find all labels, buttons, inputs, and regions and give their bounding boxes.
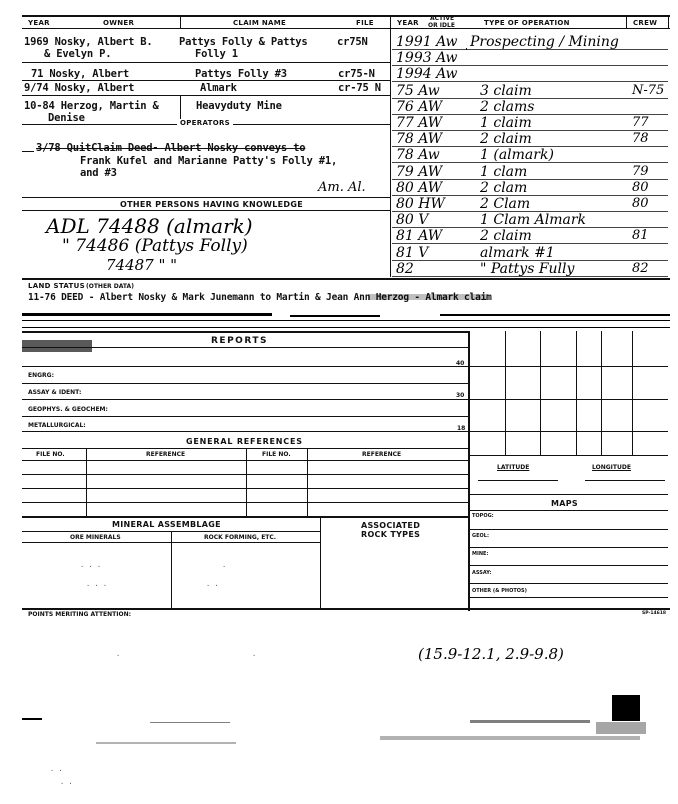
claim-name: Almark — [200, 82, 237, 94]
maps-topog: TOPOG: — [472, 513, 494, 519]
activity-crew: 77 — [632, 115, 649, 130]
file-number: cr75-N — [338, 68, 375, 80]
points-meriting-attention-label: POINTS MERITING ATTENTION: — [28, 611, 132, 618]
report-label: ASSAY & IDENT: — [28, 389, 82, 396]
handwritten-initials: Am. Al. — [318, 180, 366, 195]
activity-year: 80 HW — [396, 196, 445, 212]
activity-crew: 78 — [632, 131, 649, 147]
activity-crew: 79 — [632, 163, 649, 179]
activity-year: 76 AW — [396, 98, 443, 115]
refs-col-reference-2: REFERENCE — [362, 451, 402, 458]
ore-minerals-label: ORE MINERALS — [70, 534, 121, 541]
claim-name: Heavyduty Mine — [196, 100, 282, 112]
activity-operation: almark #1 — [480, 244, 555, 261]
activity-crew: 80 — [632, 179, 649, 195]
activity-year: 78 AW — [396, 131, 443, 148]
form-code: SP-14618 — [642, 611, 666, 616]
longitude-label: LONGITUDE — [592, 464, 631, 471]
operator-note-line-3: and #3 — [80, 167, 117, 179]
operators-label: OPERATORS — [177, 119, 233, 127]
activity-year: 80 AW — [396, 179, 443, 196]
claim-name: Pattys Folly & Pattys — [179, 36, 308, 48]
activity-year: 82 — [396, 260, 414, 277]
activity-rule — [392, 276, 668, 277]
activity-operation: 3 claim — [480, 82, 532, 99]
activity-year: 1994 Aw — [396, 66, 458, 83]
owner-name-line-2: Denise — [48, 112, 85, 124]
activity-year: 81 V — [396, 244, 429, 261]
report-label: ENGRG: — [28, 372, 54, 379]
header-owner: OWNER — [103, 19, 135, 27]
file-number: cr-75 N — [338, 82, 381, 94]
other-persons-label: OTHER PERSONS HAVING KNOWLEDGE — [120, 200, 303, 209]
activity-crew: 81 — [632, 228, 649, 244]
header-type-of-operation: TYPE OF OPERATION — [484, 19, 570, 27]
scan-speckle: · — [252, 652, 257, 660]
adl-line-2: " 74486 (Pattys Folly) — [62, 236, 248, 256]
activity-crew: 82 — [632, 260, 649, 276]
adl-line-1: ADL 74488 (almark) — [46, 214, 253, 238]
associated-label: ASSOCIATED — [361, 521, 421, 530]
operator-note-line-2: Frank Kufel and Marianne Patty's Folly #1, — [80, 155, 338, 167]
scan-speckle: · · · — [80, 563, 102, 571]
maps-assay: ASSAY: — [472, 570, 492, 576]
reports-title: REPORTS — [211, 336, 268, 346]
owner-name: 71 Nosky, Albert — [31, 68, 129, 80]
activity-operation: " Pattys Fully — [480, 260, 575, 277]
report-label: METALLURGICAL: — [28, 422, 86, 429]
activity-year: 77 AW — [396, 115, 443, 131]
header-year-2: YEAR — [397, 19, 419, 27]
header-crew: CREW — [633, 19, 658, 27]
activity-year: 78 Aw — [396, 147, 440, 164]
owner-name: 9/74 Nosky, Albert — [24, 82, 135, 94]
land-status-sub: (OTHER DATA) — [86, 283, 134, 290]
header-claim-name: CLAIM NAME — [233, 19, 287, 27]
activity-operation: 2 claim — [480, 228, 532, 245]
scan-speckle: · · — [60, 780, 73, 788]
activity-operation: 2 clams — [480, 98, 535, 115]
activity-operation: Prospecting / Mining — [470, 34, 619, 50]
activity-operation: 1 clam — [480, 163, 528, 180]
refs-col-file-no-2: FILE NO. — [262, 451, 291, 458]
maps-geol: GEOL: — [472, 533, 489, 539]
report-count: 40 — [456, 360, 465, 367]
scan-speckle: · · · — [86, 582, 108, 590]
general-references-title: GENERAL REFERENCES — [186, 437, 303, 446]
operator-note-line-1: 3/78 QuitClaim Deed- Albert Nosky conveys to — [36, 142, 306, 154]
activity-operation: 1 Clam Almark — [480, 212, 587, 229]
rock-forming-label: ROCK FORMING, ETC. — [204, 534, 277, 541]
maps-title: MAPS — [551, 499, 578, 508]
footnote-coordinates: (15.9-12.1, 2.9-9.8) — [418, 645, 564, 663]
claim-name: Pattys Folly #3 — [195, 68, 287, 80]
refs-col-reference: REFERENCE — [146, 451, 186, 458]
activity-year: 81 AW — [396, 228, 443, 245]
activity-operation: 2 Clam — [480, 196, 531, 212]
adl-line-3: 74487 " " — [106, 256, 178, 274]
mineral-assemblage-title: MINERAL ASSEMBLAGE — [112, 520, 221, 529]
activity-year: 1993 Aw — [396, 50, 458, 67]
claim-name-line-2: Folly 1 — [195, 48, 238, 60]
file-number: cr75N — [337, 36, 368, 48]
land-status-label: LAND STATUS — [28, 282, 85, 290]
rock-types-label: ROCK TYPES — [361, 530, 421, 539]
activity-crew: N-75 — [632, 82, 665, 98]
activity-operation: 1 (almark) — [480, 147, 554, 164]
report-label: GEOPHYS. & GEOCHEM: — [28, 406, 108, 413]
header-year: YEAR — [28, 19, 50, 27]
activity-operation: 2 clam — [480, 179, 528, 196]
owner-name-line-2: & Evelyn P. — [44, 48, 112, 60]
land-status-text: 11-76 DEED - Albert Nosky & Mark Junemann to Martin & Jean Ann Herzog - Almark claim — [28, 292, 492, 303]
header-or-idle: OR IDLE — [428, 22, 455, 29]
scan-speckle: · — [222, 563, 227, 571]
owner-name: 1969 Nosky, Albert B. — [24, 36, 153, 48]
activity-year: 1991 Aw — [396, 34, 458, 50]
header-file: FILE — [356, 19, 374, 27]
latitude-label: LATITUDE — [497, 464, 530, 471]
report-count: 18 — [457, 425, 466, 432]
activity-year: 79 AW — [396, 163, 443, 180]
scan-speckle: · — [116, 652, 121, 660]
maps-other: OTHER (& PHOTOS) — [472, 588, 527, 594]
report-count: 30 — [456, 392, 465, 399]
owner-name: 10-84 Herzog, Martin & — [24, 100, 159, 112]
activity-operation: 2 claim — [480, 131, 532, 148]
activity-crew: 80 — [632, 196, 649, 211]
activity-operation: 1 claim — [480, 115, 532, 131]
refs-col-file-no: FILE NO. — [36, 451, 65, 458]
header-active: ACTIVE — [430, 15, 455, 22]
maps-mine: MINE: — [472, 551, 489, 557]
activity-year: 75 Aw — [396, 82, 440, 99]
scan-speckle: · · — [206, 582, 219, 590]
scan-speckle: · · — [50, 767, 63, 775]
activity-year: 80 V — [396, 212, 429, 229]
